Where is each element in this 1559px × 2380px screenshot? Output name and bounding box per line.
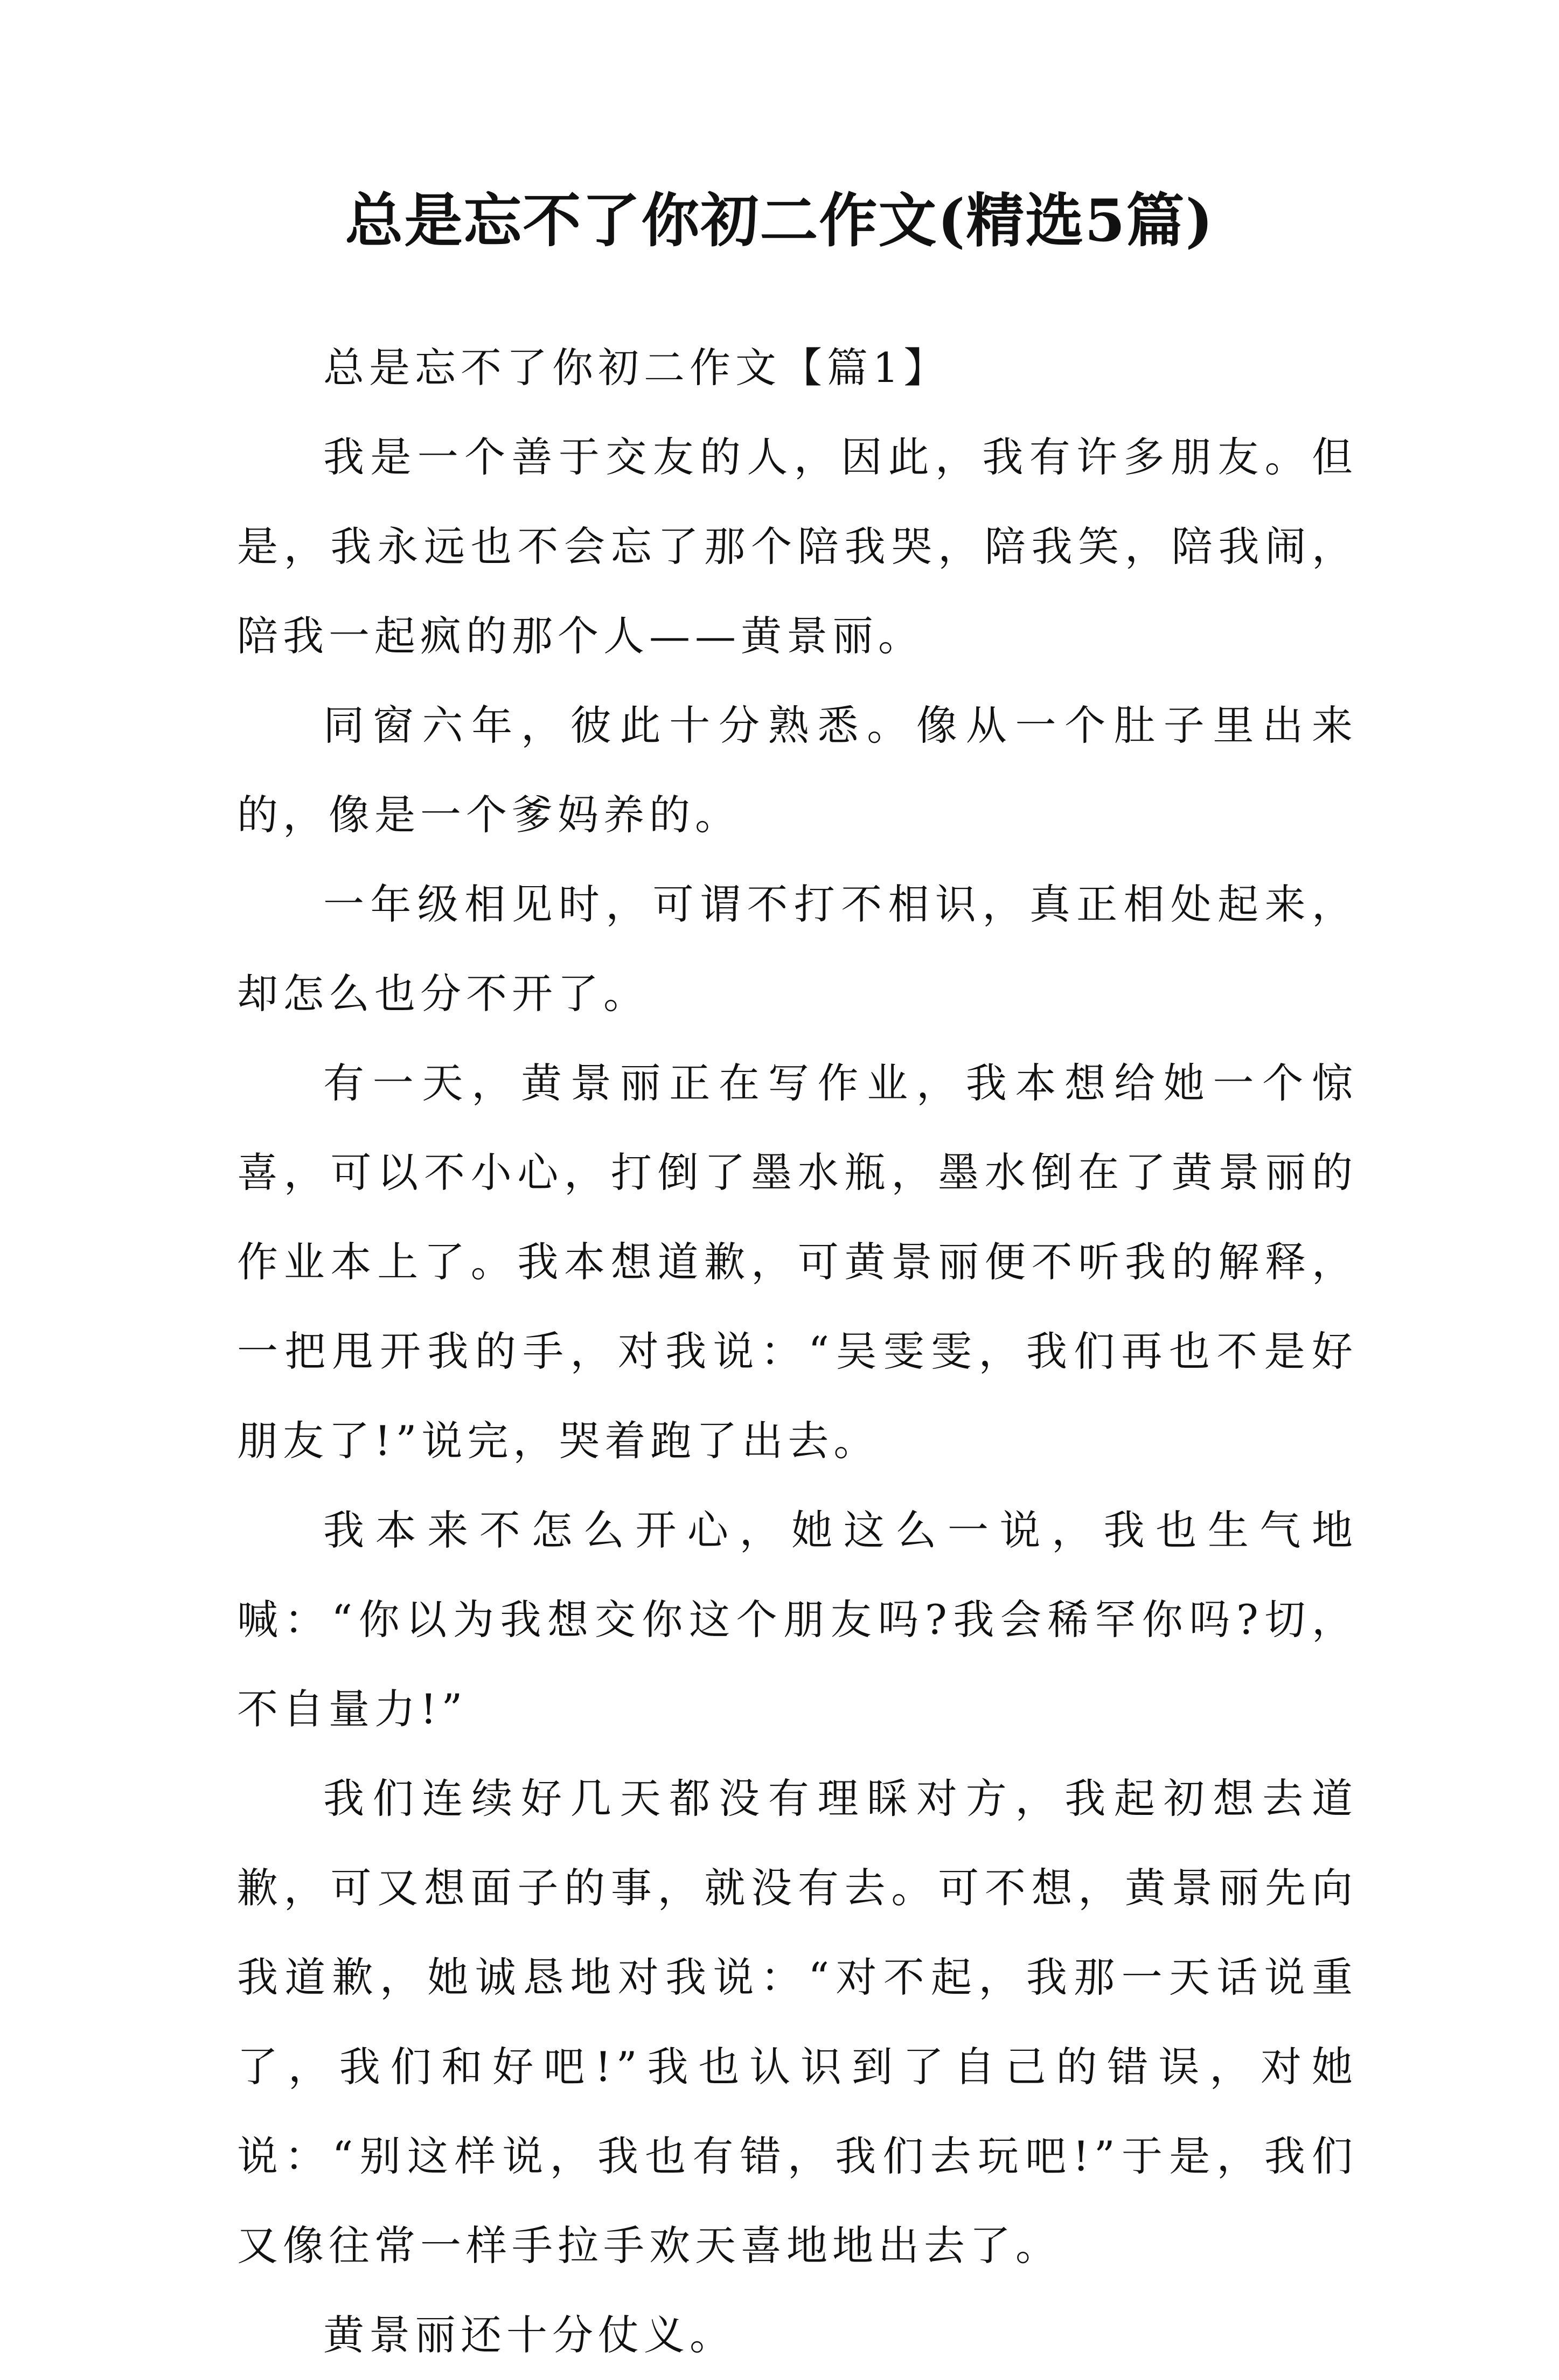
paragraph: 黄景丽还十分仗义。 (323, 2311, 735, 2359)
document-title: 总是忘不了你初二作文(精选5篇) (345, 187, 1214, 255)
paragraph: 同窗六年，彼此十分熟悉。像从一个肚子里出来的，像是一个爹妈养的。 (237, 701, 1358, 839)
paragraph: 一年级相见时，可谓不打不相识，真正相处起来，却怎么也分不开了。 (237, 880, 1358, 1018)
section-heading: 总是忘不了你初二作文【篇1】 (323, 344, 950, 392)
paragraph: 我是一个善于交友的人，因此，我有许多朋友。但是，我永远也不会忘了那个陪我哭，陪我笑，陪我闹，陪我一起疯的那个人——黄景丽。 (237, 433, 1358, 660)
paragraph: 我们连续好几天都没有理睬对方，我起初想去道歉，可又想面子的事，就没有去。可不想，黄景丽先向我道歉，她诚恳地对我说：“对不起，我那一天话说重了，我们和好吧!”我也认识到了自己的错误，对她说：“别这样说，我也有错，我们去玩吧!”于是，我们又像往常一样手拉手欢天喜地地出去了。 (237, 1774, 1358, 2270)
paragraph: 我本来不怎么开心，她这么一说，我也生气地喊：“你以为我想交你这个朋友吗?我会稀罕你吗?切，不自量力!” (237, 1506, 1358, 1733)
document-body (237, 323, 1358, 2380)
paragraph: 有一天，黄景丽正在写作业，我本想给她一个惊喜，可以不小心，打倒了墨水瓶，墨水倒在了黄景丽的作业本上了。我本想道歉，可黄景丽便不听我的解释，一把甩开我的手，对我说：“吴雯雯，我们再也不是好朋友了!”说完，哭着跑了出去。 (237, 1059, 1358, 1465)
